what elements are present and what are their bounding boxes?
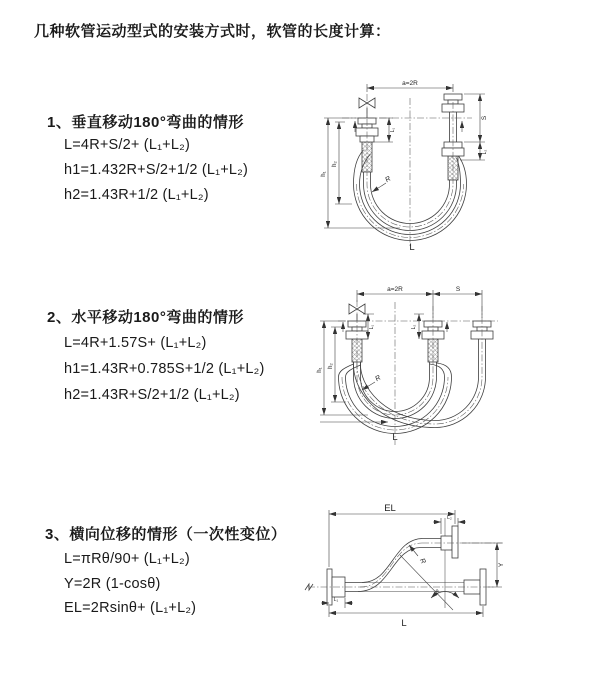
section-3-formula-L: L=πRθ/90+ (L₁+L₂) (64, 551, 190, 567)
hose-ubend-position1 (339, 362, 452, 434)
page-title: 几种软管运动型式的安装方式时，软管的长度计算： (34, 23, 391, 40)
dim-label-l1: L₁ (390, 127, 396, 133)
dim-label-y: Y (498, 562, 505, 568)
dim-label-l: L (409, 242, 415, 253)
section-2-formula-h1: h1=1.43R+0.785S+1/2 (L₁+L₂) (64, 361, 265, 377)
dim-label-h1: h₁ (321, 171, 327, 177)
dim-label-theta: θ (435, 590, 439, 596)
section-1-formula-h1: h1=1.432R+S/2+1/2 (L₁+L₂) (64, 162, 249, 178)
flange-upper-right (441, 526, 458, 558)
section-1-formula-h2: h2=1.43R+1/2 (L₁+L₂) (64, 187, 209, 203)
dim-label-el: EL (384, 503, 396, 514)
diagram-vertical-180-bend (312, 76, 600, 258)
dim-label-s: S (481, 115, 488, 121)
dimension-lines (321, 510, 502, 617)
diagram-lateral-displacement (300, 498, 600, 646)
section-3-formula-Y: Y=2R (1-cosθ) (64, 576, 161, 592)
hose-s-curve (345, 539, 441, 592)
dim-label-h2: h₂ (328, 363, 334, 369)
dim-label-r: R (374, 374, 383, 384)
section-3-formula-EL: EL=2Rsinθ+ (L₁+L₂) (64, 600, 197, 616)
dim-label-l1: L₁ (333, 597, 339, 603)
section-3-heading: 3、横向位移的情形（一次性变位） (45, 526, 287, 543)
section-2-heading: 2、水平移动180°弯曲的情形 (47, 309, 244, 326)
section-1-formula-L: L=4R+S/2+ (L₁+L₂) (64, 137, 190, 153)
dim-label-r: R (384, 175, 393, 185)
section-2-formula-h2: h2=1.43R+S/2+1/2 (L₁+L₂) (64, 387, 240, 403)
dim-label-h2: h₂ (332, 161, 338, 167)
dim-label-span: a=2R (402, 80, 418, 87)
dim-label-span: a=2R (387, 286, 403, 293)
dim-label-l2: L₂ (447, 515, 452, 521)
dim-label-r: R (418, 557, 427, 566)
dim-label-l2: L₂ (411, 324, 417, 330)
dim-label-h1: h₁ (317, 367, 323, 373)
section-2-formula-L: L=4R+1.57S+ (L₁+L₂) (64, 335, 207, 351)
section-1-heading: 1、垂直移动180°弯曲的情形 (47, 114, 244, 131)
dim-label-l: L (392, 432, 398, 443)
dim-label-s: S (455, 286, 461, 293)
dimension-lines (320, 290, 482, 422)
dim-label-l2: L₂ (482, 149, 488, 155)
diagram-horizontal-180-bend (308, 282, 600, 460)
dim-label-l: L (401, 618, 407, 629)
dim-label-l1: L₁ (369, 324, 375, 330)
